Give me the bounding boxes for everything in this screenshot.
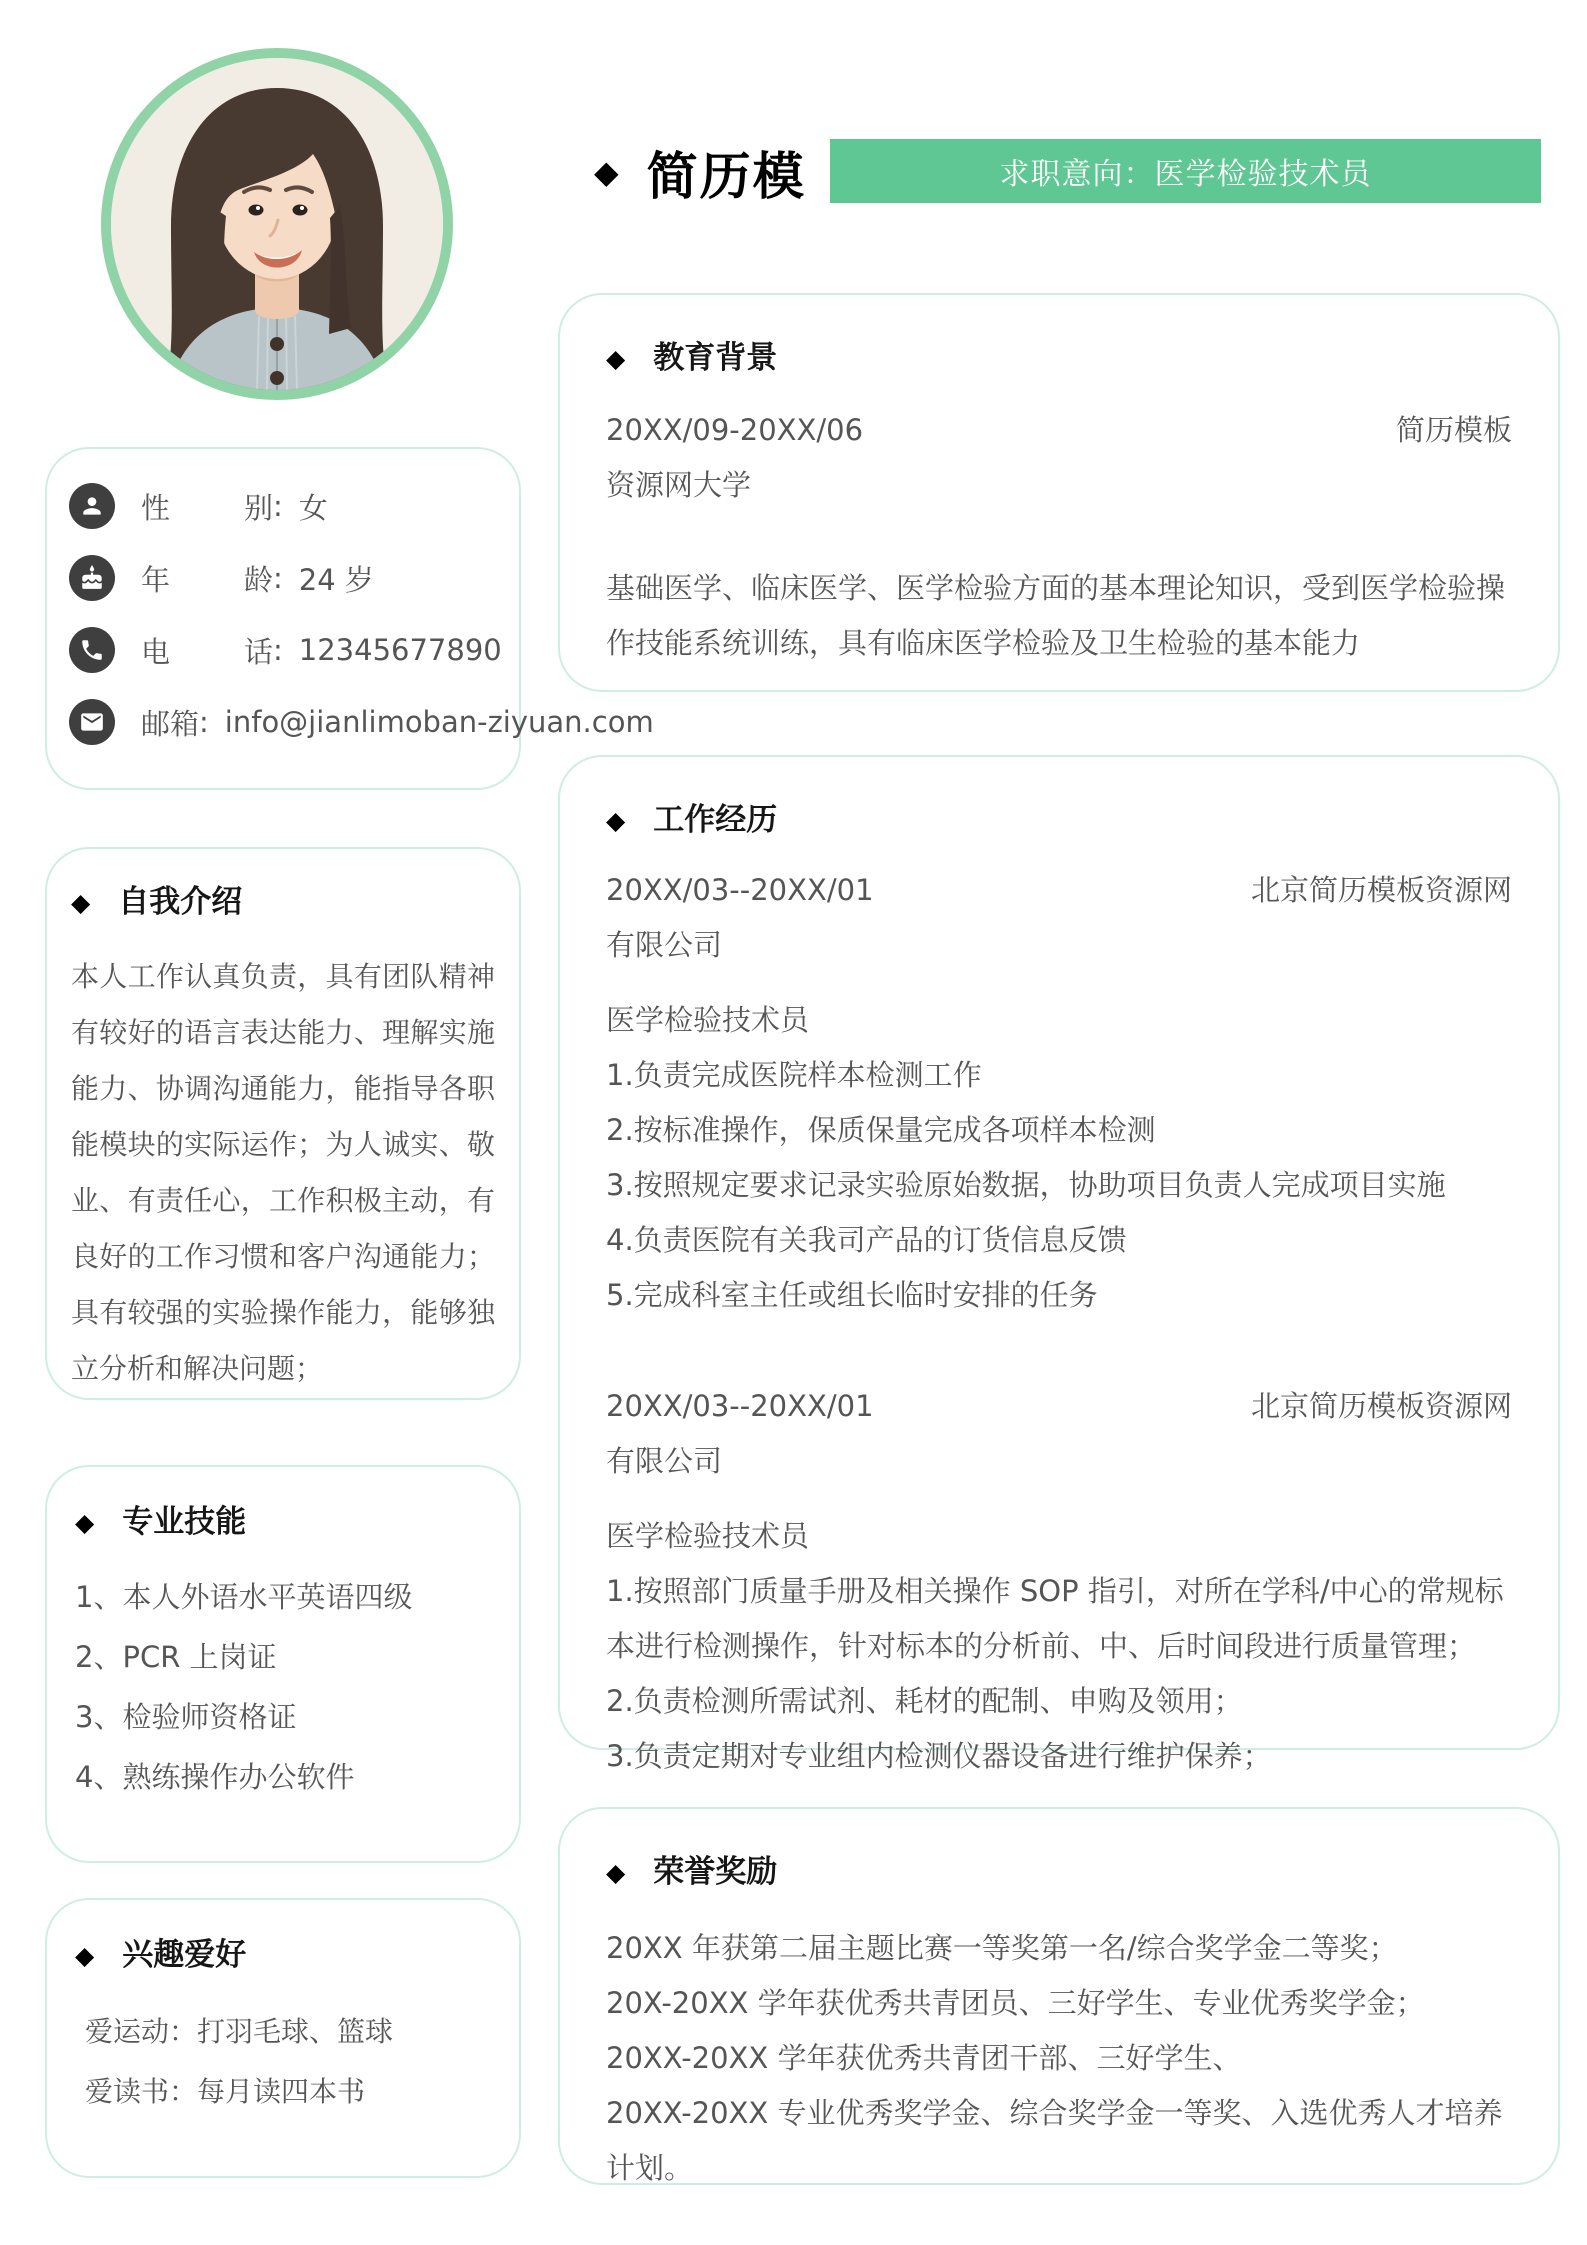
work-role: 医学检验技术员	[606, 1519, 810, 1553]
contact-value: 女	[298, 490, 328, 525]
education-entry	[606, 403, 1512, 671]
contact-row-gender	[69, 483, 519, 529]
section-heading-skills	[75, 1501, 491, 1543]
resume-title: 简历模	[646, 148, 806, 207]
contact-row-phone	[69, 627, 519, 673]
section-heading-education	[606, 337, 1512, 379]
section-title: 荣誉奖励	[653, 1854, 778, 1890]
section-heading-hobbies	[75, 1934, 491, 1976]
avatar	[101, 48, 453, 400]
work-duty-item: 1.负责完成医院样本检测工作	[606, 1058, 982, 1092]
job-intent-text: 求职意向：医学检验技术员	[999, 157, 1372, 192]
section-heading-awards	[606, 1851, 1512, 1893]
work-duty-item: 5.完成科室主任或组长临时安排的任务	[606, 1278, 1098, 1312]
contact-value: 24 岁	[298, 562, 374, 597]
cake-icon	[69, 555, 115, 601]
section-heading-intro	[71, 881, 495, 923]
section-title: 工作经历	[653, 802, 778, 838]
work-experience-card	[558, 755, 1560, 1773]
section-title: 专业技能	[122, 1504, 247, 1540]
award-item: 20XX-20XX 专业优秀奖学金、综合奖学金一等奖、入选优秀人才培养计划。	[606, 2096, 1503, 2185]
contact-colon: :	[273, 489, 283, 523]
work-duty-item: 3.负责定期对专业组内检测仪器设备进行维护保养；	[606, 1739, 1272, 1773]
hobby-item: 爱读书：每月读四本书	[85, 2075, 366, 2108]
contact-value: info@jianlimoban-ziyuan.com	[224, 705, 654, 739]
work-duty-item: 4.负责医院有关我司产品的订货信息反馈	[606, 1223, 1127, 1257]
work-duty-list	[606, 1564, 1512, 1784]
work-duty-item: 2.按标准操作，保质保量完成各项样本检测	[606, 1113, 1156, 1147]
work-role: 医学检验技术员	[606, 1003, 810, 1037]
skill-item: 3、检验师资格证	[75, 1700, 297, 1734]
diamond-icon: ◆	[606, 343, 626, 373]
self-intro-card	[45, 847, 521, 1400]
page-title	[594, 140, 806, 207]
section-title: 自我介绍	[118, 884, 243, 920]
work-date-row	[606, 1379, 1512, 1434]
work-entry	[606, 1379, 1512, 1784]
award-item: 20XX 年获第二届主题比赛一等奖第一名/综合奖学金二等奖；	[606, 1931, 1398, 1965]
skill-item: 2、PCR 上岗证	[75, 1640, 277, 1674]
mail-icon	[69, 699, 115, 745]
contact-label: 年龄	[141, 562, 273, 597]
education-description: 基础医学、临床医学、医学检验方面的基本理论知识，受到医学检验操作技能系统训练，具有临床医学检验及卫生检验的基本能力	[606, 571, 1506, 660]
contact-label: 邮箱	[141, 706, 200, 741]
education-school-line2: 资源网大学	[606, 468, 752, 502]
education-school: 简历模板	[1395, 413, 1512, 447]
work-duty-item: 2.负责检测所需试剂、耗材的配制、申购及领用；	[606, 1684, 1243, 1718]
work-company-line2: 有限公司	[606, 1444, 723, 1478]
skills-list	[75, 1567, 491, 1807]
diamond-icon: ◆	[71, 887, 91, 917]
work-date-row	[606, 863, 1512, 918]
hobbies-list	[75, 2002, 491, 2122]
diamond-icon: ◆	[606, 805, 626, 835]
section-heading-work	[606, 799, 1512, 841]
contact-row-age	[69, 555, 519, 601]
contact-colon: :	[199, 705, 209, 739]
diamond-icon: ◆	[75, 1940, 95, 1970]
phone-icon	[69, 627, 115, 673]
diamond-icon: ◆	[606, 1857, 626, 1887]
portrait-illustration	[111, 58, 443, 390]
section-title: 教育背景	[653, 340, 778, 376]
diamond-icon: ◆	[75, 1507, 95, 1537]
self-intro-text: 本人工作认真负责，具有团队精神有较好的语言表达能力、理解实施能力、协调沟通能力，能指导各职能模块的实际运作；为人诚实、敬业、有责任心，工作积极主动，有良好的工作习惯和客户沟通能力；具有较强的实验操作能力，能够独立分析和解决问题；	[71, 960, 495, 1385]
education-card	[558, 293, 1560, 692]
person-icon	[69, 483, 115, 529]
award-item: 20XX-20XX 学年获优秀共青团干部、三好学生、	[606, 2041, 1242, 2075]
work-date: 20XX/03--20XX/01	[606, 873, 874, 907]
contact-colon: :	[273, 633, 283, 667]
contact-value: 12345677890	[298, 633, 502, 667]
work-company: 北京简历模板资源网	[1250, 1389, 1512, 1423]
work-duty-list	[606, 1048, 1512, 1323]
work-company: 北京简历模板资源网	[1250, 873, 1512, 907]
contact-label: 电话	[141, 634, 273, 669]
education-date-row	[606, 403, 1512, 458]
contact-colon: :	[273, 561, 283, 595]
contact-card	[45, 447, 654, 790]
awards-card	[558, 1807, 1560, 2185]
awards-list	[606, 1921, 1512, 2196]
award-item: 20X-20XX 学年获优秀共青团员、三好学生、专业优秀奖学金；	[606, 1986, 1425, 2020]
work-date: 20XX/03--20XX/01	[606, 1389, 874, 1423]
skills-card	[45, 1465, 521, 1863]
hobby-item: 爱运动：打羽毛球、篮球	[85, 2015, 394, 2048]
hobbies-card	[45, 1898, 521, 2178]
work-entry	[606, 863, 1512, 1323]
work-duty-item: 1.按照部门质量手册及相关操作 SOP 指引，对所在学科/中心的常规标本进行检测操作，针对标本的分析前、中、后时间段进行质量管理；	[606, 1574, 1504, 1663]
skill-item: 4、熟练操作办公软件	[75, 1760, 355, 1794]
job-intent-banner	[830, 139, 1541, 203]
skill-item: 1、本人外语水平英语四级	[75, 1580, 413, 1614]
section-title: 兴趣爱好	[122, 1937, 247, 1973]
work-company-line2: 有限公司	[606, 928, 723, 962]
contact-row-email	[69, 699, 654, 745]
contact-label: 性别	[141, 490, 273, 525]
work-duty-item: 3.按照规定要求记录实验原始数据，协助项目负责人完成项目实施	[606, 1168, 1446, 1202]
education-date: 20XX/09-20XX/06	[606, 413, 864, 447]
diamond-icon: ◆	[594, 153, 619, 191]
